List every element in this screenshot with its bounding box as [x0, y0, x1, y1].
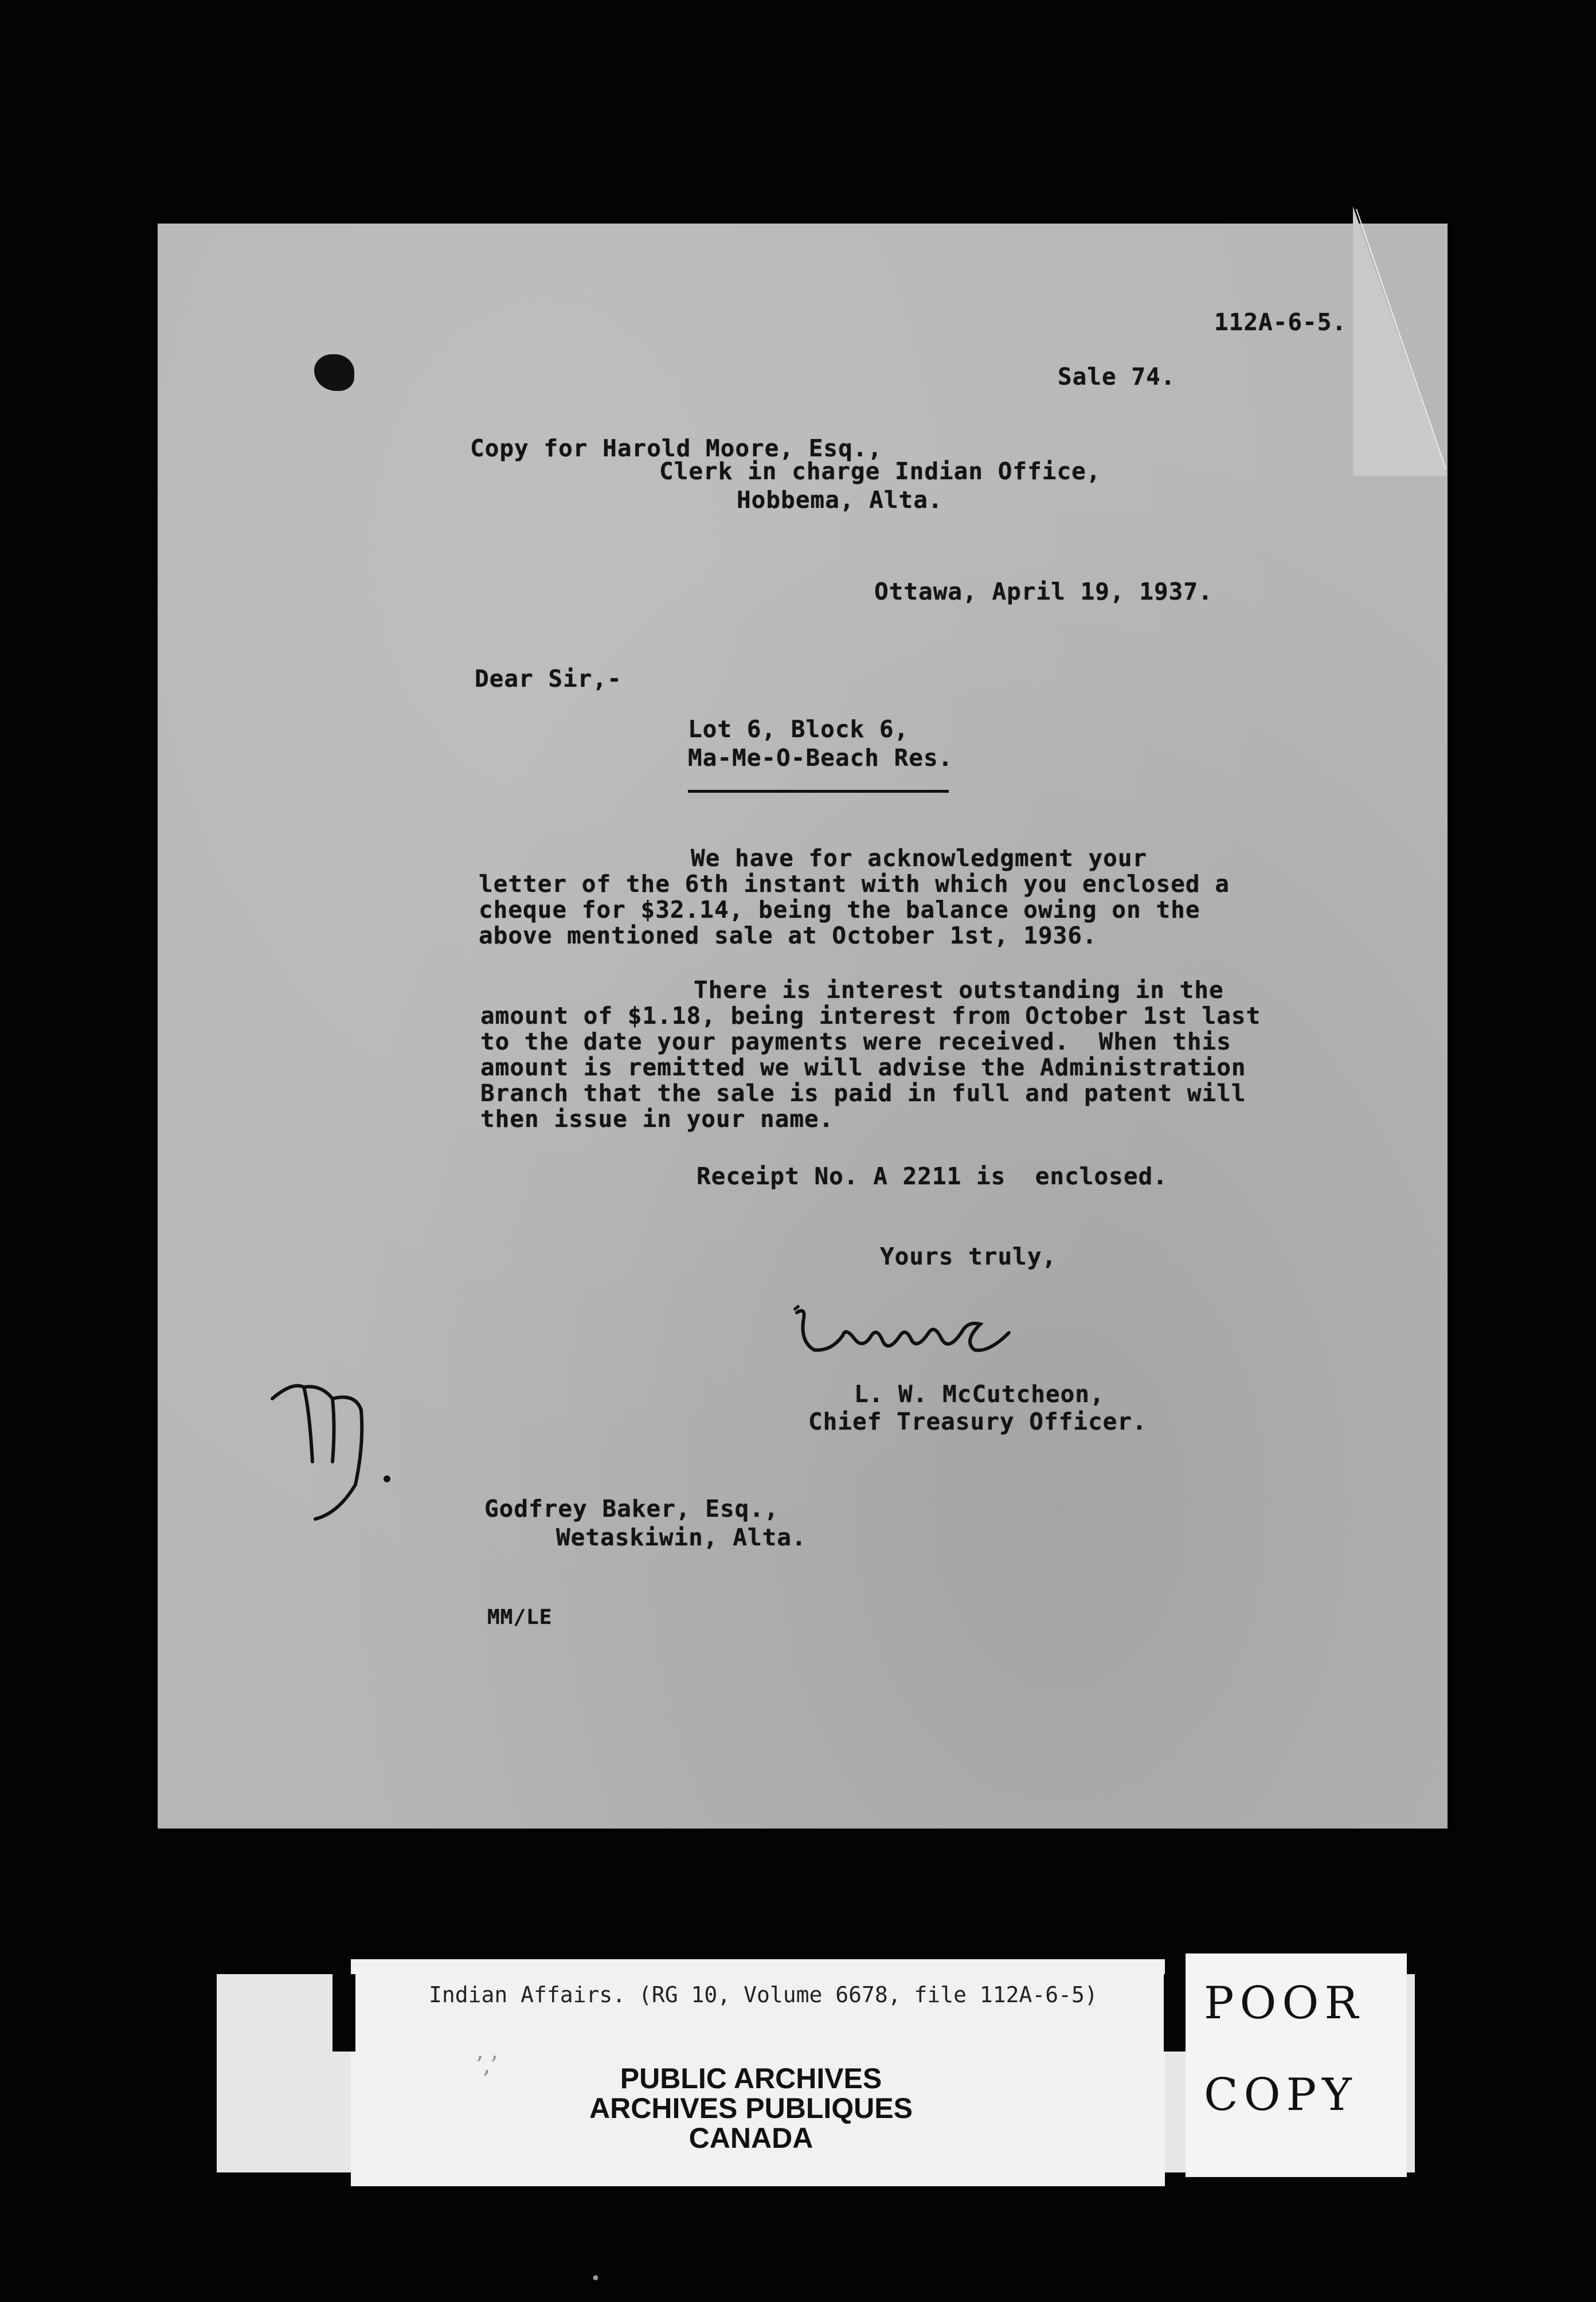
subject-underline — [688, 790, 949, 793]
paragraph-2-line: amount of $1.18, being interest from October 1st last — [480, 1002, 1261, 1029]
handwritten-poor: POOR — [1204, 1978, 1364, 2029]
subject-line-2: Ma-Me-O-Beach Res. — [688, 744, 953, 772]
letter-date: Ottawa, April 19, 1937. — [874, 578, 1213, 605]
pencil-mark: ’,’ — [476, 2052, 498, 2078]
typist-initials: MM/LE — [487, 1606, 553, 1629]
addressee-line-1: Godfrey Baker, Esq., — [484, 1495, 779, 1522]
addressee-line-2: Wetaskiwin, Alta. — [556, 1524, 807, 1551]
paragraph-2-line: then issue in your name. — [480, 1105, 834, 1133]
copy-for-line-2: Clerk in charge Indian Office, — [659, 457, 1101, 485]
handwritten-copy: COPY — [1204, 2069, 1358, 2121]
copy-for-line-3: Hobbema, Alta. — [737, 486, 943, 514]
receipt-line: Receipt No. A 2211 is enclosed. — [697, 1162, 1168, 1190]
paragraph-1-line: cheque for $32.14, being the balance owing on the — [479, 896, 1200, 923]
signer-name: L. W. McCutcheon, — [854, 1380, 1105, 1408]
copy-for-line-1: Copy for Harold Moore, Esq., — [470, 434, 883, 462]
paragraph-2-line: Branch that the sale is paid in full and patent will — [480, 1079, 1246, 1107]
archives-stamp — [493, 2064, 1009, 2153]
film-edge-marks: • — [590, 2269, 601, 2289]
archive-reference: Indian Affairs. (RG 10, Volume 6678, file 112A-6-5) — [429, 1982, 1098, 2007]
handwritten-m-mark — [269, 1376, 407, 1525]
sale-number: Sale 74. — [1058, 363, 1176, 390]
archives-line-2: ARCHIVES PUBLIQUES — [589, 2092, 913, 2124]
paragraph-2-line: to the date your payments were received. When this — [480, 1028, 1231, 1055]
label-notch-right-overlay — [1164, 1974, 1187, 2052]
paragraph-1-line: letter of the 6th instant with which you enclosed a — [479, 870, 1230, 898]
subject-line-1: Lot 6, Block 6, — [688, 715, 909, 743]
file-number: 112A-6-5. — [1214, 308, 1347, 336]
paragraph-2-line: There is interest outstanding in the — [694, 976, 1224, 1004]
archives-line-3: CANADA — [689, 2122, 813, 2154]
signer-title: Chief Treasury Officer. — [808, 1408, 1147, 1435]
signature — [791, 1295, 1032, 1376]
closing: Yours truly, — [880, 1243, 1057, 1270]
paragraph-1-line: We have for acknowledgment your — [691, 844, 1148, 872]
salutation: Dear Sir,- — [475, 665, 622, 692]
archives-line-1: PUBLIC ARCHIVES — [620, 2062, 882, 2094]
paragraph-1-line: above mentioned sale at October 1st, 1936. — [479, 922, 1097, 949]
paragraph-2-line: amount is remitted we will advise the Administration — [480, 1054, 1246, 1081]
label-notch-left-overlay — [332, 1974, 355, 2052]
